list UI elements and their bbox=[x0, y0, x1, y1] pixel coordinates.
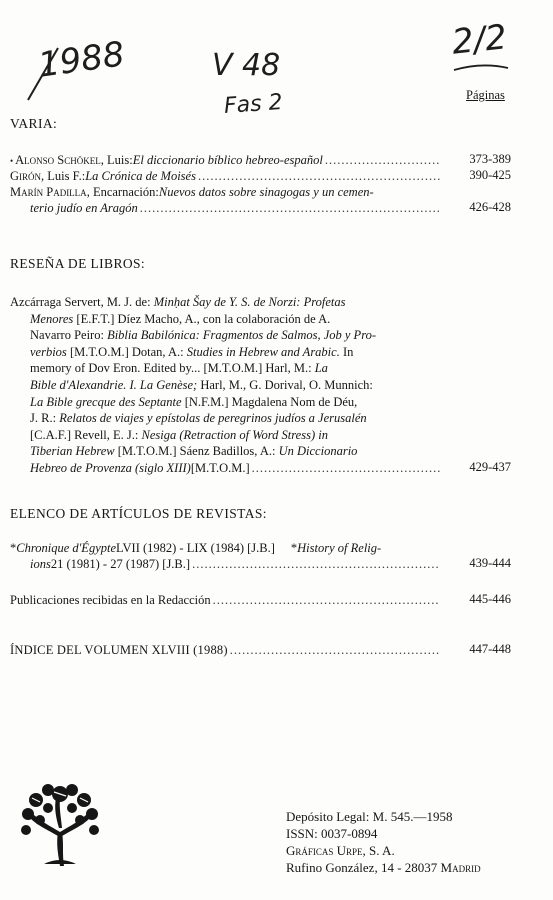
printer-address: Rufino González, 14 - 28037 Madrid bbox=[286, 860, 481, 875]
author-name: Marín Padilla bbox=[10, 185, 87, 199]
review-line-3: Navarro Peiro: Biblia Babilónica: Fragmentos de Salmos, Job y Pro- bbox=[30, 328, 377, 343]
section-heading-elenco: ELENCO DE ARTÍCULOS DE REVISTAS: bbox=[10, 506, 267, 521]
tree-emblem-icon bbox=[18, 778, 102, 870]
article-title: El diccionario bíblico hebreo-español bbox=[132, 153, 323, 167]
article-title: Nuevos datos sobre sinagogas y un cemen- bbox=[158, 185, 374, 199]
handwritten-fascicle: Fas 2 bbox=[223, 89, 284, 120]
pages-column-header: Páginas bbox=[466, 88, 505, 102]
section-heading-resena: RESEÑA DE LIBROS: bbox=[10, 256, 146, 271]
toc-entry-varia-3 bbox=[10, 184, 442, 216]
handwritten-slash-mark bbox=[22, 44, 62, 104]
review-line-7: La Bible grecque des Septante [N.F.M.] Magdalena Nom de Déu, bbox=[30, 394, 358, 409]
review-line-5: memory of Dov Eron. Edited by... [M.T.O.M.] Harl, M.: La bbox=[30, 361, 328, 376]
toc-entry-publicaciones: Publicaciones recibidas en la Redacción ..... bbox=[10, 592, 442, 608]
toc-entry-elenco: * Chronique d'Égypte LVII (1982) - LIX (1984) [J.B.] * History of Relig- ions 21 (1981) - 27 (1987) [J.B.] ..... bbox=[10, 540, 442, 572]
article-title-continued: terio judío en Aragón bbox=[30, 201, 138, 215]
legal-deposit: Depósito Legal: M. 545.—1958 bbox=[286, 809, 453, 824]
page-range: 429-437 bbox=[469, 460, 511, 474]
handwritten-volume: V 48 bbox=[212, 48, 281, 83]
handwritten-corner-mark: 2/2 bbox=[450, 17, 509, 63]
page-range: 447-448 bbox=[469, 642, 511, 656]
toc-entry-varia-1: • Alonso Schökel , Luis: El diccionario bíblico hebreo-español ..... bbox=[10, 152, 442, 169]
author-name: Alonso Schökel bbox=[15, 153, 101, 167]
author-given: , Encarnación: bbox=[86, 185, 159, 199]
review-line-8: J. R.: Relatos de viajes y epístolas de peregrinos judíos a Jerusalén bbox=[30, 411, 367, 426]
handwritten-year: 1988 bbox=[35, 34, 127, 86]
section-heading-varia: VARIA: bbox=[10, 116, 58, 131]
review-line-11: Hebreo de Provenza (siglo XIII) [M.T.O.M.] ..... bbox=[10, 460, 442, 477]
page-range: 390-425 bbox=[469, 168, 511, 182]
author-given: , Luis F.: bbox=[41, 169, 86, 183]
article-title: La Crónica de Moisés bbox=[85, 169, 196, 183]
toc-entry-indice: ÍNDICE DEL VOLUMEN XLVIII (1988) ..... bbox=[10, 642, 442, 658]
book-review-list bbox=[10, 294, 442, 477]
author-name: Girón bbox=[10, 169, 42, 183]
issn: ISSN: 0037-0894 bbox=[286, 826, 378, 841]
review-line-9: [C.A.F.] Revell, E. J.: Nesiga (Retraction of Word Stress) in bbox=[30, 427, 328, 442]
review-line-1: Azcárraga Servert, M. J. de: Minḥat Šay de Y. S. de Norzi: Profetas bbox=[10, 295, 346, 309]
review-line-10: Tiberian Hebrew [M.T.O.M.] Sáenz Badillos, A.: Un Diccionario bbox=[30, 444, 358, 459]
printer-name: Gráficas Urpe, S. A. bbox=[286, 843, 395, 858]
handwritten-underline bbox=[452, 58, 512, 74]
toc-entry-varia-2 bbox=[10, 168, 442, 184]
imprint-block bbox=[286, 808, 481, 876]
page-range: 373-389 bbox=[469, 152, 511, 166]
author-given: , Luis: bbox=[100, 153, 133, 167]
review-line-4: verbios [M.T.O.M.] Dotan, A.: Studies in Hebrew and Arabic. In bbox=[30, 344, 354, 359]
page-range: 426-428 bbox=[469, 200, 511, 214]
review-line-2: Menores [E.F.T.] Díez Macho, A., con la colaboración de A. bbox=[30, 311, 331, 326]
review-line-6: Bible d'Alexandrie. I. La Genèse; Harl, M., G. Dorival, O. Munnich: bbox=[30, 377, 373, 392]
page-range: 439-444 bbox=[469, 556, 511, 570]
page-range: 445-446 bbox=[469, 592, 511, 606]
